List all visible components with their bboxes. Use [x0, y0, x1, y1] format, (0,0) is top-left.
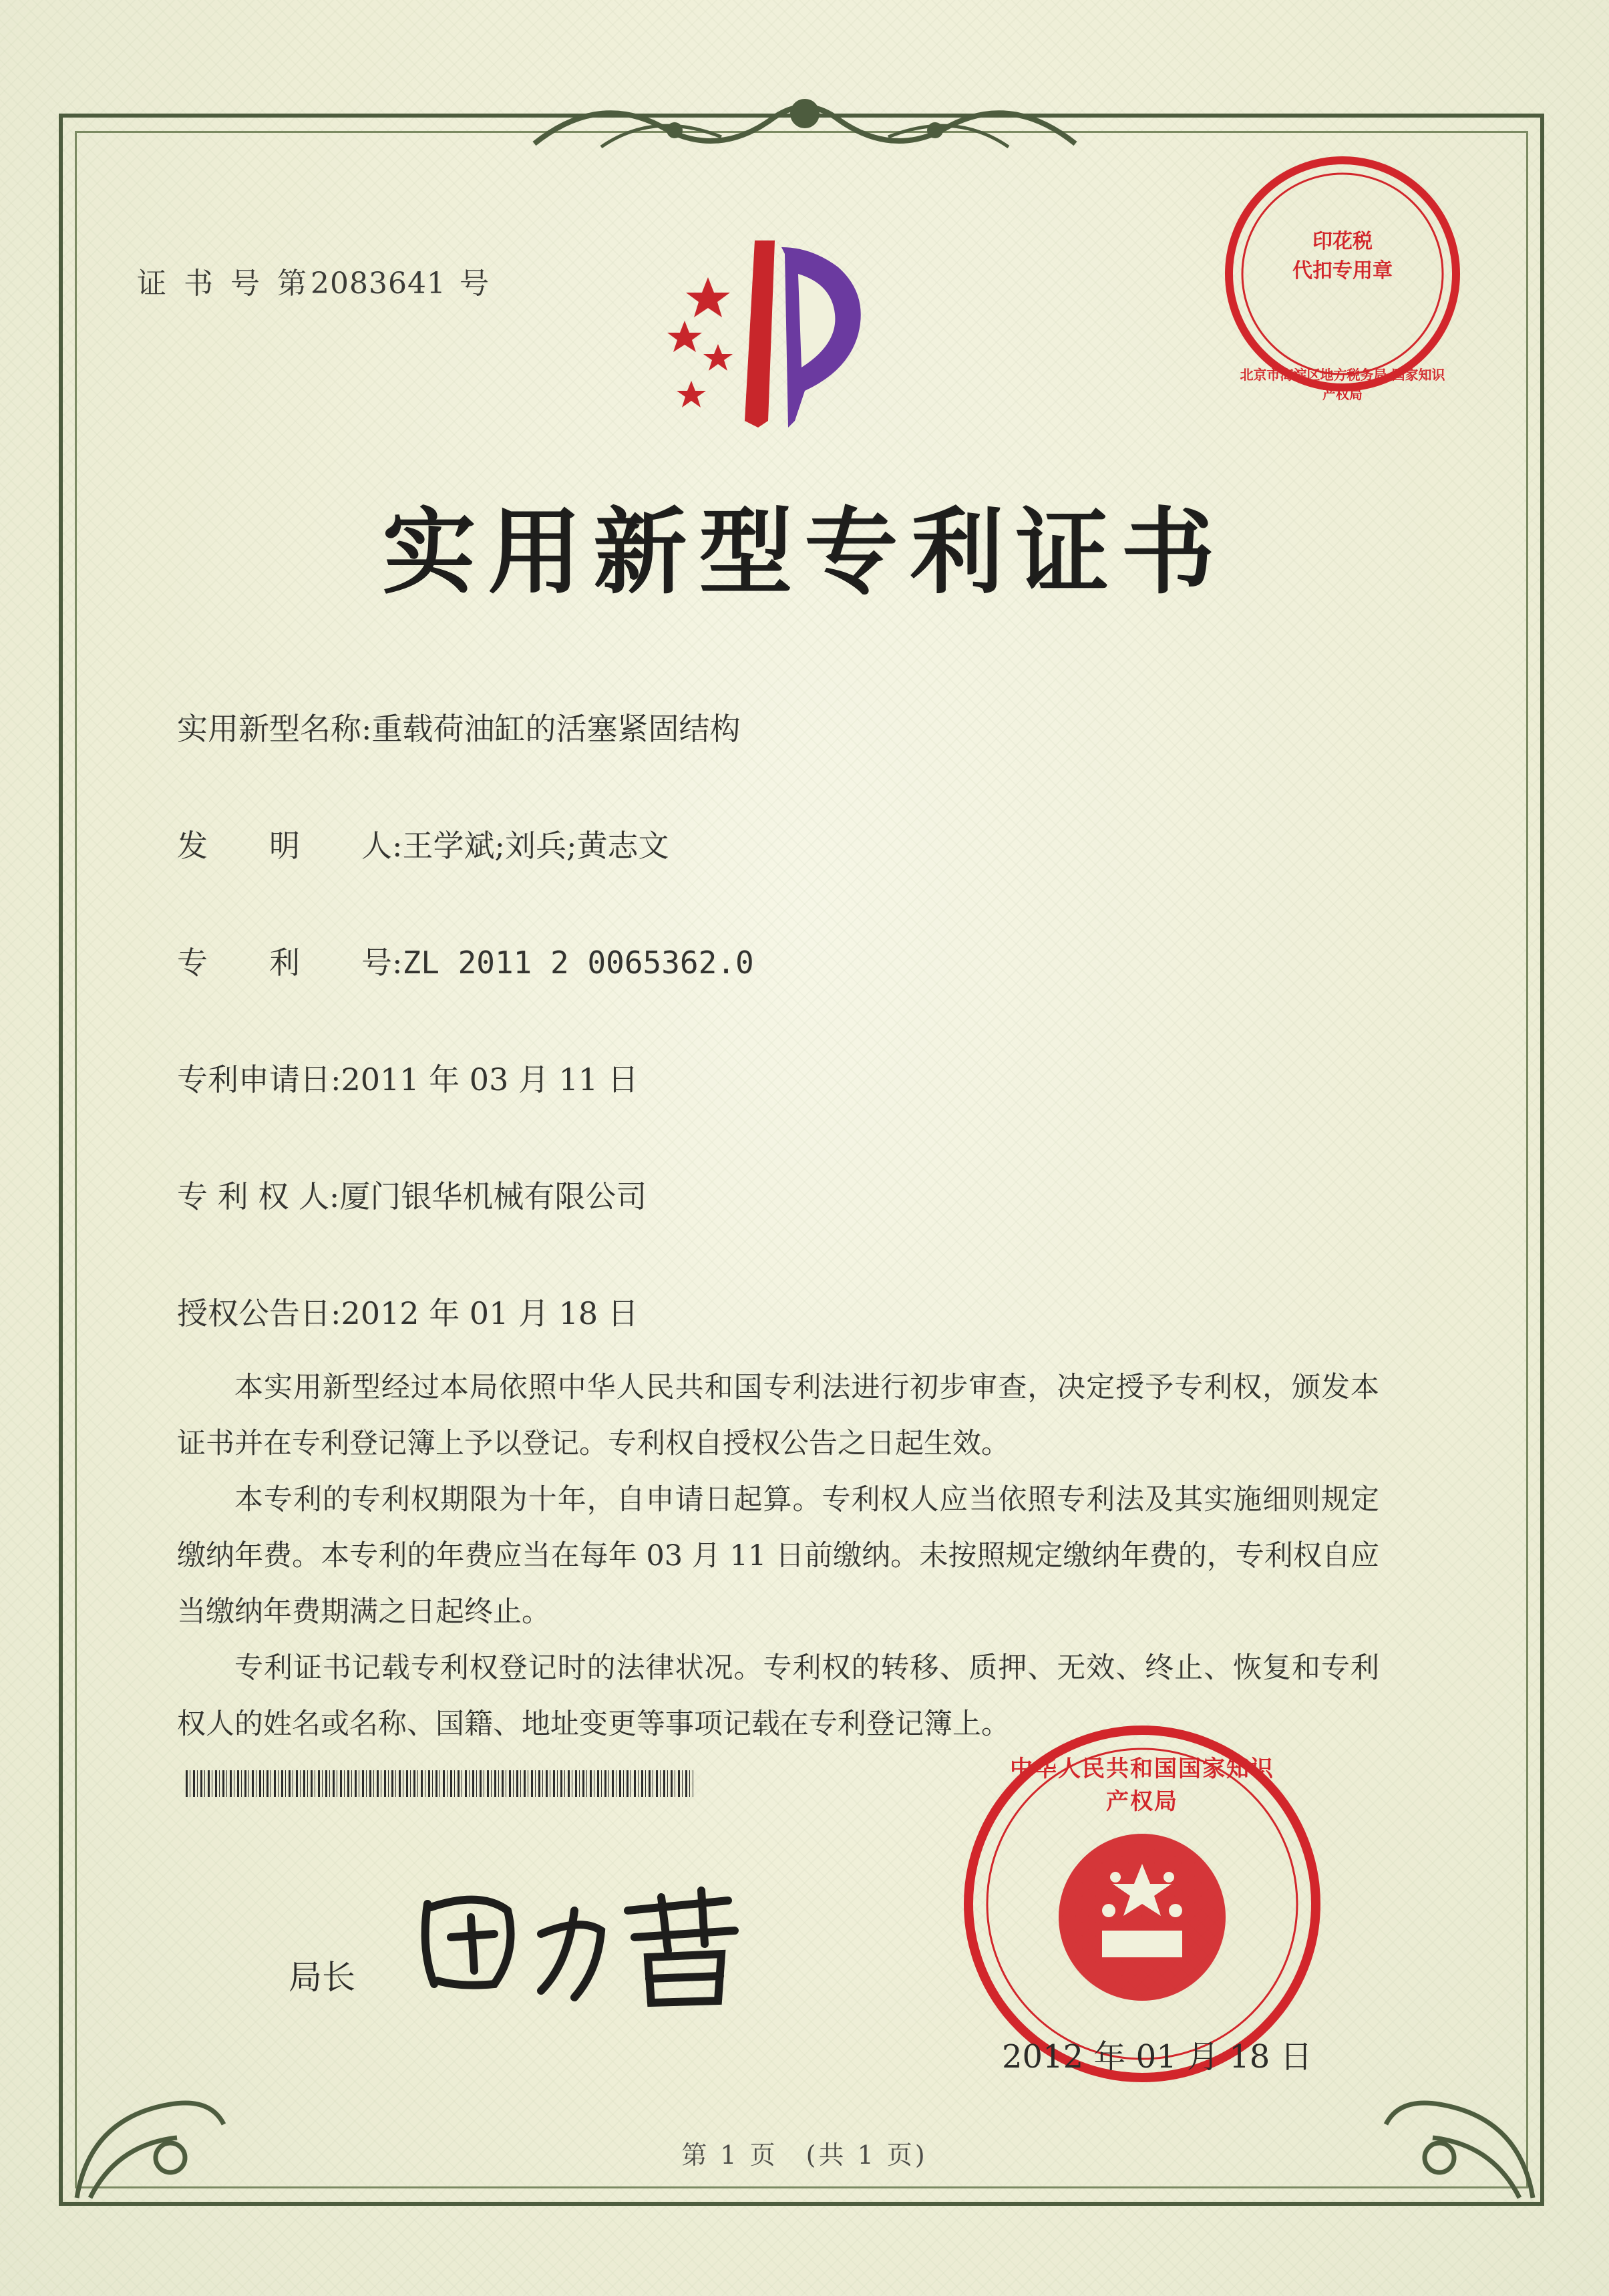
field-patent-number	[177, 939, 754, 983]
field-label: 专利申请日:	[177, 1061, 341, 1098]
director-label: 局长	[289, 1958, 355, 1997]
field-label: 授权公告日:	[177, 1295, 341, 1331]
field-inventors	[177, 822, 669, 866]
tax-stamp-ring-text: 北京市海淀区地方税务局 国家知识产权局	[1240, 367, 1445, 402]
field-value: 重载荷油缸的活塞紧固结构	[371, 711, 741, 747]
body-paragraph-1: 本实用新型经过本局依照中华人民共和国专利法进行初步审查，决定授予专利权，颁发本证书并在专利登记簿上予以登记。专利权自授权公告之日起生效。	[177, 1371, 1379, 1460]
tax-stamp-line1: 印花税	[1312, 230, 1373, 253]
certificate-number-prefix: 证 书 号 第	[137, 267, 311, 301]
patent-office-logo	[645, 220, 912, 448]
office-seal-ring-text: 中华人民共和国国家知识产权局	[1010, 1756, 1274, 1815]
field-value: 王学斌;刘兵;黄志文	[402, 828, 669, 864]
issue-date: 2012 年 01 月 18 日	[1002, 2038, 1312, 2076]
field-label: 专 利 权 人:	[177, 1178, 340, 1214]
field-value: 2011 年 03 月 11 日	[341, 1061, 639, 1098]
field-label: 专 利 号:	[177, 945, 403, 981]
field-application-date	[177, 1055, 639, 1100]
page-footer: 第 1 页 (共 1 页)	[681, 2140, 928, 2170]
field-utility-model-name	[177, 705, 741, 749]
field-label: 实用新型名称:	[177, 711, 372, 747]
director-signature	[407, 1870, 755, 2011]
field-label: 发 明 人:	[177, 828, 403, 864]
certificate-number-value: 2083641	[310, 267, 446, 301]
field-patentee	[177, 1172, 647, 1216]
field-value: ZL 2011 2 0065362.0	[402, 945, 754, 981]
barcode	[186, 1770, 693, 1797]
tax-stamp-center	[1289, 227, 1396, 286]
body-paragraph-2: 本专利的专利权期限为十年，自申请日起算。专利权人应当依照专利法及其实施细则规定缴纳年费。本专利的年费应当在每年 03 月 11 日前缴纳。未按照规定缴纳年费的，专利权自应当缴纳年费期满之日起终止。	[177, 1483, 1379, 1629]
certificate-number	[137, 259, 493, 302]
certificate-number-suffix: 号	[459, 267, 493, 301]
top-ornament	[521, 84, 1089, 164]
certificate-body	[177, 1359, 1379, 1752]
certificate-title: 实用新型专利证书	[382, 498, 1227, 607]
field-grant-date	[177, 1289, 639, 1333]
tax-stamp-line2: 代扣专用章	[1292, 259, 1393, 283]
body-paragraph-3: 专利证书记载专利权登记时的法律状况。专利权的转移、质押、无效、终止、恢复和专利权人的姓名或名称、国籍、地址变更等事项记载在专利登记簿上。	[177, 1651, 1379, 1741]
field-value: 厦门银华机械有限公司	[339, 1178, 647, 1214]
field-value: 2012 年 01 月 18 日	[341, 1295, 639, 1331]
